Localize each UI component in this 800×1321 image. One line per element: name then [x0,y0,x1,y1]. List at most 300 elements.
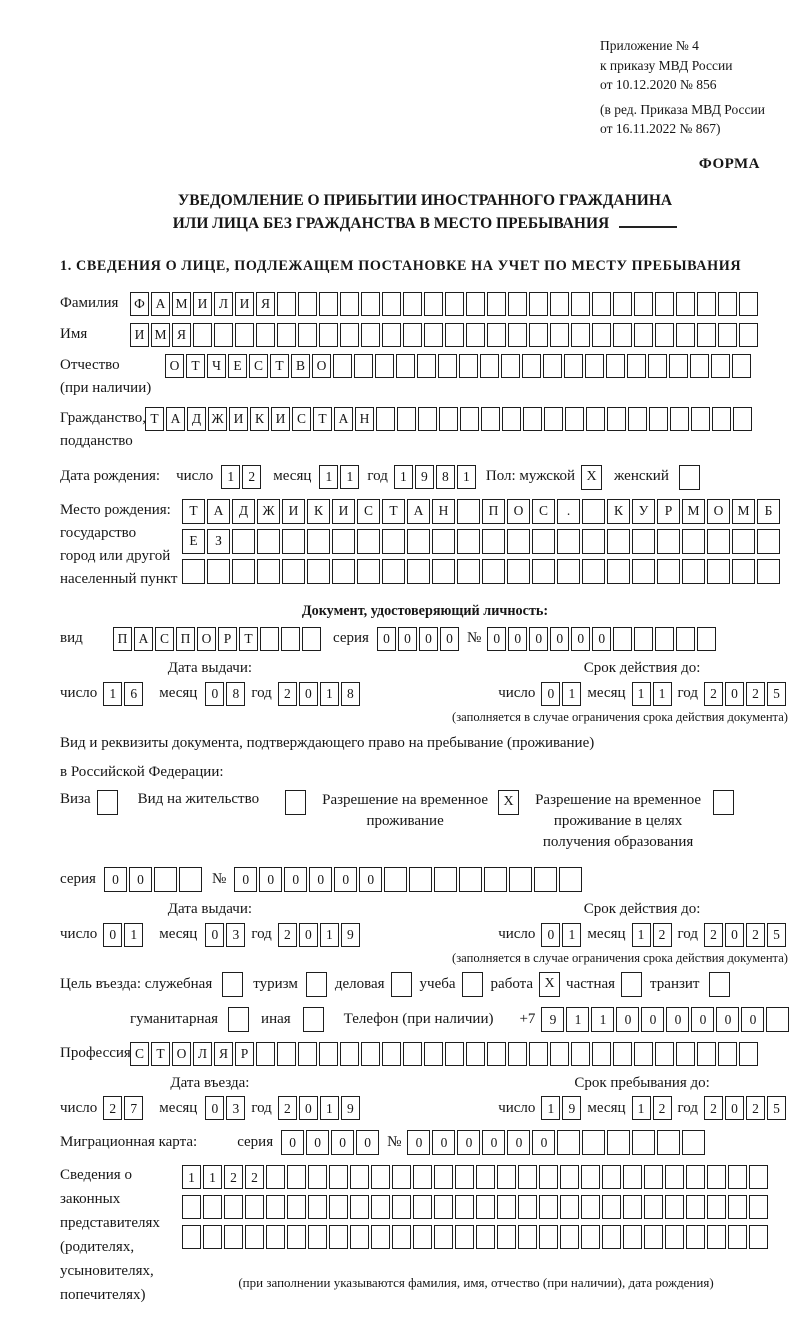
temp-residence-edu-label: Разрешение на временное проживание в целях получения образования [535,792,702,851]
char-cell [632,559,655,584]
char-cell: Н [355,407,374,431]
char-cell: 0 [532,1130,555,1155]
char-cell [602,1165,621,1189]
char-cell [507,559,530,584]
migcard-series-cells [281,1130,379,1155]
phone-prefix: +7 [519,1010,536,1027]
char-cell [682,1130,705,1155]
char-cell: М [172,292,191,316]
char-cell [434,867,457,892]
char-cell [508,292,527,316]
char-cell [649,407,668,431]
char-cell: Л [193,1042,212,1066]
char-cell [582,1130,605,1155]
profession-cells [130,1042,758,1066]
char-cell [697,323,716,347]
char-cell [707,1225,726,1249]
char-cell [182,1195,201,1219]
char-cell: Я [214,1042,233,1066]
char-cell [655,627,674,651]
char-cell: С [532,499,555,524]
gender-male-label: Пол: мужской [485,468,576,485]
char-cell [550,323,569,347]
char-cell [682,559,705,584]
char-cell [455,1195,474,1219]
char-cell [424,323,443,347]
blank-underline [619,216,677,228]
char-cell: 0 [725,682,744,706]
char-cell: 1 [632,923,651,947]
char-cell [260,627,279,651]
char-cell [384,867,407,892]
char-cell: 9 [415,465,434,489]
residence-label: Вид на жительство [137,791,260,808]
char-cell [403,323,422,347]
temp-residence-checkbox: X [498,790,519,815]
surname-label: Фамилия [60,294,119,311]
char-cell [732,529,755,554]
char-cell [417,354,436,378]
char-cell [718,323,737,347]
char-cell: 0 [741,1007,764,1032]
char-cell: А [334,407,353,431]
char-cell: 1 [562,923,581,947]
char-cell [266,1165,285,1189]
char-cell: 0 [592,627,611,651]
char-cell [697,627,716,651]
char-cell: Д [232,499,255,524]
iddoc-series-cells [377,627,459,651]
char-cell: 0 [508,627,527,651]
char-cell: 0 [457,1130,480,1155]
char-cell [657,529,680,554]
char-cell [607,529,630,554]
char-cell [592,292,611,316]
residdoc-valid-day [541,923,581,947]
residdoc-valid-year [704,923,786,947]
residdoc-issue-col: Дата выдачи: число 0 1 месяц 0 3 год 2 0 1 9 [60,900,360,947]
char-cell [728,1225,747,1249]
char-cell: 0 [205,1096,224,1120]
field-name [60,323,790,347]
char-cell: 2 [746,1096,765,1120]
char-cell [557,1130,580,1155]
char-cell [413,1195,432,1219]
char-cell: Т [382,499,405,524]
char-cell: 0 [529,627,548,651]
iddoc-dates [60,659,790,706]
char-cell [497,1225,516,1249]
char-cell [482,559,505,584]
purpose-label: Цель въезда: служебная [60,975,213,992]
entry-date-label: Дата въезда: [170,1074,250,1091]
char-cell [418,407,437,431]
iddoc-series-label: серия [333,630,369,647]
char-cell [564,354,583,378]
migration-card-label: Миграционная карта: [60,1134,198,1151]
char-cell [282,529,305,554]
char-cell [623,1165,642,1189]
char-cell: 2 [746,682,765,706]
char-cell: 1 [632,682,651,706]
char-cell [529,292,548,316]
char-cell: Я [256,292,275,316]
char-cell [766,1007,789,1032]
char-cell: Р [218,627,237,651]
residdoc-text-line1: Вид и реквизиты документа, подтверждающего право на пребывание (проживание) [60,735,595,752]
representatives-note: (при заполнении указываются фамилия, имя, отчество (при наличии), дата рождения) [238,1275,714,1291]
char-cell [571,1042,590,1066]
migcard-series-label: серия [237,1134,274,1151]
char-cell [413,1225,432,1249]
char-cell [718,1042,737,1066]
char-cell [480,354,499,378]
char-cell [644,1225,663,1249]
char-cell: П [482,499,505,524]
char-cell: 2 [245,1165,264,1189]
purpose-study-checkbox [462,972,483,997]
char-cell [439,407,458,431]
char-cell: 1 [541,1096,560,1120]
birth-year-cells [394,465,476,489]
char-cell: 1 [319,465,338,489]
purpose-transit-label: транзит [650,975,700,992]
purpose-work-checkbox: X [539,972,560,997]
char-cell [287,1225,306,1249]
field-representatives [60,1163,790,1307]
char-cell [403,292,422,316]
char-cell [732,354,751,378]
char-cell [508,323,527,347]
form-title-line2: ИЛИ ЛИЦА БЕЗ ГРАЖДАНСТВА В МЕСТО ПРЕБЫВАНИЯ [172,214,610,232]
purpose-humanitarian-checkbox [228,1007,249,1032]
char-cell: К [250,407,269,431]
char-cell [669,354,688,378]
char-cell [582,529,605,554]
char-cell: 1 [562,682,581,706]
char-cell: 2 [224,1165,243,1189]
char-cell [532,559,555,584]
char-cell [266,1195,285,1219]
char-cell [623,1195,642,1219]
char-cell [256,1042,275,1066]
field-migration-card [60,1130,790,1155]
purpose-other-label: иная [261,1010,291,1027]
char-cell [581,1165,600,1189]
field-purpose2-phone [60,1007,790,1032]
char-cell [361,1042,380,1066]
char-cell: 0 [641,1007,664,1032]
iddoc-heading: Документ, удостоверяющий личность: [301,602,549,619]
char-cell: М [151,323,170,347]
char-cell: 0 [299,1096,318,1120]
char-cell [487,292,506,316]
char-cell [518,1195,537,1219]
char-cell [707,529,730,554]
char-cell [634,323,653,347]
char-cell: 0 [440,627,459,651]
char-cell [281,627,300,651]
migcard-number-sign: № [387,1134,402,1151]
char-cell: 1 [320,923,339,947]
char-cell [382,323,401,347]
char-cell [460,407,479,431]
appendix-line: к приказу МВД России [600,57,733,73]
birthplace-row1 [182,499,780,524]
char-cell [245,1225,264,1249]
char-cell [371,1195,390,1219]
representatives-row1 [182,1165,770,1189]
char-cell [266,1225,285,1249]
char-cell: 0 [331,1130,354,1155]
char-cell [712,407,731,431]
char-cell [487,323,506,347]
section1-heading: 1. СВЕДЕНИЯ О ЛИЦЕ, ПОДЛЕЖАЩЕМ ПОСТАНОВКЕ НА УЧЕТ ПО МЕСТУ ПРЕБЫВАНИЯ [60,258,742,275]
iddoc-kind-label: вид [60,630,83,647]
char-cell [235,323,254,347]
purpose-humanitarian-label: гуманитарная [130,1010,219,1027]
patronymic-cells [165,354,751,378]
char-cell [529,323,548,347]
char-cell: 3 [226,923,245,947]
stay-day [541,1096,581,1120]
char-cell [682,529,705,554]
char-cell: В [291,354,310,378]
char-cell [613,292,632,316]
char-cell: 0 [725,1096,744,1120]
char-cell: . [557,499,580,524]
char-cell: 0 [259,867,282,892]
char-cell [371,1165,390,1189]
char-cell [690,354,709,378]
char-cell: 1 [653,682,672,706]
char-cell: 1 [457,465,476,489]
birthplace-label: Место рождения: государство город или другой населенный пункт [60,501,178,588]
char-cell: 2 [746,923,765,947]
entry-day [103,1096,143,1120]
char-cell [607,559,630,584]
char-cell [544,407,563,431]
iddoc-number-cells [487,627,716,651]
citizenship-cells [145,407,752,431]
char-cell [459,867,482,892]
char-cell: 0 [103,923,122,947]
char-cell [382,529,405,554]
char-cell [560,1165,579,1189]
char-cell: Т [145,407,164,431]
char-cell [476,1195,495,1219]
char-cell [392,1195,411,1219]
char-cell [534,867,557,892]
char-cell: И [130,323,149,347]
char-cell [509,867,532,892]
char-cell [277,292,296,316]
char-cell [308,1195,327,1219]
char-cell: С [130,1042,149,1066]
char-cell [455,1225,474,1249]
char-cell: 0 [359,867,382,892]
char-cell [207,559,230,584]
char-cell [497,1165,516,1189]
char-cell: Т [186,354,205,378]
char-cell [550,1042,569,1066]
char-cell [457,559,480,584]
iddoc-valid-month [632,682,672,706]
char-cell: М [682,499,705,524]
char-cell: 2 [242,465,261,489]
char-cell: 9 [541,1007,564,1032]
char-cell: 0 [541,682,560,706]
char-cell [350,1195,369,1219]
char-cell [193,323,212,347]
char-cell [350,1165,369,1189]
char-cell: А [166,407,185,431]
char-cell: С [357,499,380,524]
char-cell [686,1165,705,1189]
char-cell: К [607,499,630,524]
char-cell: К [307,499,330,524]
char-cell [392,1225,411,1249]
char-cell: Т [239,627,258,651]
patronymic-label: Отчество (при наличии) [60,356,152,396]
char-cell [445,323,464,347]
char-cell [424,292,443,316]
char-cell [434,1195,453,1219]
char-cell [298,323,317,347]
valid-until-label: Срок действия до: [583,660,701,677]
representatives-rows [182,1163,770,1292]
birth-day-cells [221,465,261,489]
char-cell: 0 [299,682,318,706]
birthplace-row3 [182,559,780,584]
char-cell: А [134,627,153,651]
char-cell [623,1225,642,1249]
char-cell: 0 [104,867,127,892]
iddoc-issue-year [278,682,360,706]
char-cell [670,407,689,431]
char-cell: Я [172,323,191,347]
char-cell: Б [757,499,780,524]
visa-label: Виза [60,791,91,808]
char-cell [532,529,555,554]
char-cell [455,1165,474,1189]
char-cell: С [292,407,311,431]
char-cell [518,1225,537,1249]
char-cell [329,1195,348,1219]
char-cell [657,559,680,584]
char-cell: 9 [562,1096,581,1120]
residdoc-issue-day [103,923,143,947]
residdoc-valid-month [632,923,672,947]
char-cell [571,323,590,347]
name-label: Имя [60,325,88,342]
char-cell: 1 [182,1165,201,1189]
form-title [60,190,790,235]
iddoc-number-sign: № [466,630,482,647]
char-cell: О [197,627,216,651]
char-cell [707,1165,726,1189]
residdoc-number-cells [234,867,582,892]
char-cell [481,407,500,431]
char-cell [413,1165,432,1189]
birthplace-row2 [182,529,780,554]
char-cell [340,292,359,316]
char-cell [307,559,330,584]
iddoc-valid-year [704,682,786,706]
char-cell: Т [182,499,205,524]
char-cell: 1 [320,1096,339,1120]
char-cell: 2 [653,923,672,947]
char-cell [707,1195,726,1219]
char-cell: И [332,499,355,524]
char-cell [676,1042,695,1066]
char-cell [749,1195,768,1219]
purpose-official-checkbox [222,972,243,997]
field-citizenship [60,407,790,454]
char-cell: 1 [632,1096,651,1120]
entry-month [205,1096,245,1120]
char-cell: 0 [419,627,438,651]
char-cell [484,867,507,892]
char-cell: 0 [299,923,318,947]
char-cell: 0 [129,867,152,892]
residdoc-issue-month [205,923,245,947]
char-cell [287,1195,306,1219]
char-cell: 1 [394,465,413,489]
char-cell [332,529,355,554]
char-cell [634,627,653,651]
char-cell [396,354,415,378]
char-cell [382,1042,401,1066]
char-cell [466,323,485,347]
migcard-number-cells [407,1130,705,1155]
char-cell: 0 [550,627,569,651]
char-cell [581,1195,600,1219]
entry-date-col: Дата въезда: число 2 7 месяц 0 3 год 2 0 1 9 [60,1074,360,1121]
iddoc-issue-month [205,682,245,706]
char-cell: З [207,529,230,554]
temp-residence-label: Разрешение на временное проживание [322,792,489,830]
char-cell: 0 [356,1130,379,1155]
char-cell [407,529,430,554]
gender-female-label: женский [614,468,669,485]
char-cell [232,559,255,584]
char-cell: 2 [704,682,723,706]
char-cell: 8 [226,682,245,706]
char-cell: 2 [103,1096,122,1120]
char-cell [691,407,710,431]
char-cell [354,354,373,378]
char-cell [560,1195,579,1219]
char-cell [432,559,455,584]
char-cell: 0 [407,1130,430,1155]
char-cell: И [193,292,212,316]
char-cell: 1 [203,1165,222,1189]
char-cell [319,1042,338,1066]
char-cell [613,323,632,347]
char-cell [232,529,255,554]
purpose-tourism-label: туризм [253,975,298,992]
stay-year [704,1096,786,1120]
char-cell [582,499,605,524]
purpose-other-checkbox [303,1007,324,1032]
char-cell [634,1042,653,1066]
char-cell [340,1042,359,1066]
char-cell [739,1042,758,1066]
month-label: месяц [273,468,312,485]
char-cell: 0 [487,627,506,651]
char-cell: Ж [257,499,280,524]
